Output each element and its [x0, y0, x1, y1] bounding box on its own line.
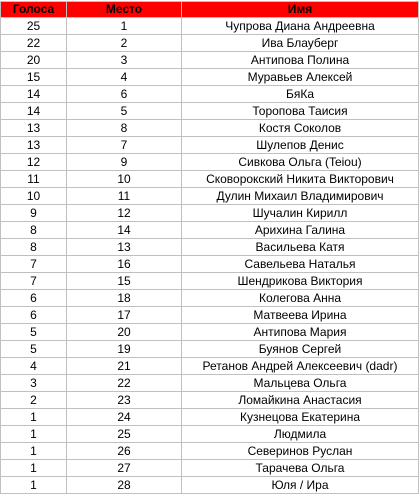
- table-row: [1, 154, 419, 171]
- place-cell: 1: [67, 18, 182, 35]
- votes-cell: 14: [1, 103, 67, 120]
- votes-cell: 25: [1, 18, 67, 35]
- table-row: [1, 426, 419, 443]
- table-row: [1, 222, 419, 239]
- place-cell: 26: [67, 443, 182, 460]
- place-column-header: Место: [67, 2, 182, 18]
- table-row: [1, 103, 419, 120]
- table-header: [1, 2, 419, 18]
- votes-cell: 1: [1, 426, 67, 443]
- name-cell: Сивкова Ольга (Teiou): [182, 154, 419, 171]
- table-row: [1, 205, 419, 222]
- name-cell: Антипова Мария: [182, 324, 419, 341]
- name-cell: Савельева Наталья: [182, 256, 419, 273]
- votes-cell: 9: [1, 205, 67, 222]
- place-cell: 5: [67, 103, 182, 120]
- place-cell: 8: [67, 120, 182, 137]
- place-cell: 6: [67, 86, 182, 103]
- name-cell: Васильева Катя: [182, 239, 419, 256]
- table-body: [1, 18, 419, 494]
- place-cell: 24: [67, 409, 182, 426]
- table-row: [1, 460, 419, 477]
- votes-cell: 4: [1, 358, 67, 375]
- place-cell: 21: [67, 358, 182, 375]
- table-row: [1, 392, 419, 409]
- name-cell: Юля / Ира: [182, 477, 419, 494]
- table-row: [1, 137, 419, 154]
- votes-cell: 7: [1, 256, 67, 273]
- header-row: [1, 2, 419, 18]
- votes-cell: 14: [1, 86, 67, 103]
- name-cell: Матвеева Ирина: [182, 307, 419, 324]
- table-row: [1, 256, 419, 273]
- place-cell: 27: [67, 460, 182, 477]
- name-cell: Шучалин Кирилл: [182, 205, 419, 222]
- place-cell: 19: [67, 341, 182, 358]
- votes-cell: 2: [1, 392, 67, 409]
- name-cell: Мальцева Ольга: [182, 375, 419, 392]
- place-cell: 15: [67, 273, 182, 290]
- table-row: [1, 18, 419, 35]
- name-cell: Ива Блауберг: [182, 35, 419, 52]
- table-row: [1, 35, 419, 52]
- name-cell: Антипова Полина: [182, 52, 419, 69]
- name-cell: Чупрова Диана Андреевна: [182, 18, 419, 35]
- results-table: [0, 1, 419, 494]
- votes-cell: 6: [1, 307, 67, 324]
- name-cell: Кузнецова Екатерина: [182, 409, 419, 426]
- name-cell: Ретанов Андрей Алексеевич (dadr): [182, 358, 419, 375]
- name-cell: Муравьев Алексей: [182, 69, 419, 86]
- votes-cell: 8: [1, 222, 67, 239]
- votes-cell: 5: [1, 324, 67, 341]
- name-cell: Костя Соколов: [182, 120, 419, 137]
- votes-cell: 15: [1, 69, 67, 86]
- votes-cell: 5: [1, 341, 67, 358]
- name-cell: Сковорокский Никита Викторович: [182, 171, 419, 188]
- table-row: [1, 69, 419, 86]
- votes-cell: 13: [1, 137, 67, 154]
- votes-cell: 7: [1, 273, 67, 290]
- table-row: [1, 443, 419, 460]
- name-cell: Колегова Анна: [182, 290, 419, 307]
- table-row: [1, 477, 419, 494]
- table-row: [1, 188, 419, 205]
- place-cell: 28: [67, 477, 182, 494]
- name-cell: Тарачева Ольга: [182, 460, 419, 477]
- place-cell: 16: [67, 256, 182, 273]
- name-cell: Ломайкина Анастасия: [182, 392, 419, 409]
- votes-cell: 8: [1, 239, 67, 256]
- name-cell: Торопова Таисия: [182, 103, 419, 120]
- votes-cell: 1: [1, 443, 67, 460]
- place-cell: 22: [67, 375, 182, 392]
- table-row: [1, 290, 419, 307]
- place-cell: 2: [67, 35, 182, 52]
- place-cell: 14: [67, 222, 182, 239]
- place-cell: 23: [67, 392, 182, 409]
- votes-cell: 1: [1, 460, 67, 477]
- name-cell: Шулепов Денис: [182, 137, 419, 154]
- name-cell: Буянов Сергей: [182, 341, 419, 358]
- votes-cell: 22: [1, 35, 67, 52]
- table-row: [1, 358, 419, 375]
- place-cell: 10: [67, 171, 182, 188]
- name-cell: Дулин Михаил Владимирович: [182, 188, 419, 205]
- votes-cell: 13: [1, 120, 67, 137]
- place-cell: 18: [67, 290, 182, 307]
- votes-column-header: Голоса: [1, 2, 67, 18]
- votes-cell: 1: [1, 409, 67, 426]
- table-row: [1, 120, 419, 137]
- table-row: [1, 324, 419, 341]
- place-cell: 13: [67, 239, 182, 256]
- place-cell: 4: [67, 69, 182, 86]
- votes-cell: 10: [1, 188, 67, 205]
- name-cell: БяКа: [182, 86, 419, 103]
- name-cell: Арихина Галина: [182, 222, 419, 239]
- table-row: [1, 52, 419, 69]
- table-row: [1, 307, 419, 324]
- votes-cell: 1: [1, 477, 67, 494]
- table-row: [1, 239, 419, 256]
- table-row: [1, 273, 419, 290]
- votes-cell: 3: [1, 375, 67, 392]
- votes-cell: 12: [1, 154, 67, 171]
- votes-cell: 6: [1, 290, 67, 307]
- place-cell: 25: [67, 426, 182, 443]
- table-row: [1, 341, 419, 358]
- name-cell: Людмила: [182, 426, 419, 443]
- votes-cell: 20: [1, 52, 67, 69]
- place-cell: 7: [67, 137, 182, 154]
- place-cell: 17: [67, 307, 182, 324]
- name-cell: Шендрикова Виктория: [182, 273, 419, 290]
- table-row: [1, 409, 419, 426]
- name-column-header: Имя: [182, 2, 419, 18]
- place-cell: 20: [67, 324, 182, 341]
- place-cell: 12: [67, 205, 182, 222]
- place-cell: 9: [67, 154, 182, 171]
- table-row: [1, 171, 419, 188]
- place-cell: 11: [67, 188, 182, 205]
- table-row: [1, 375, 419, 392]
- place-cell: 3: [67, 52, 182, 69]
- table-row: [1, 86, 419, 103]
- votes-cell: 11: [1, 171, 67, 188]
- name-cell: Северинов Руслан: [182, 443, 419, 460]
